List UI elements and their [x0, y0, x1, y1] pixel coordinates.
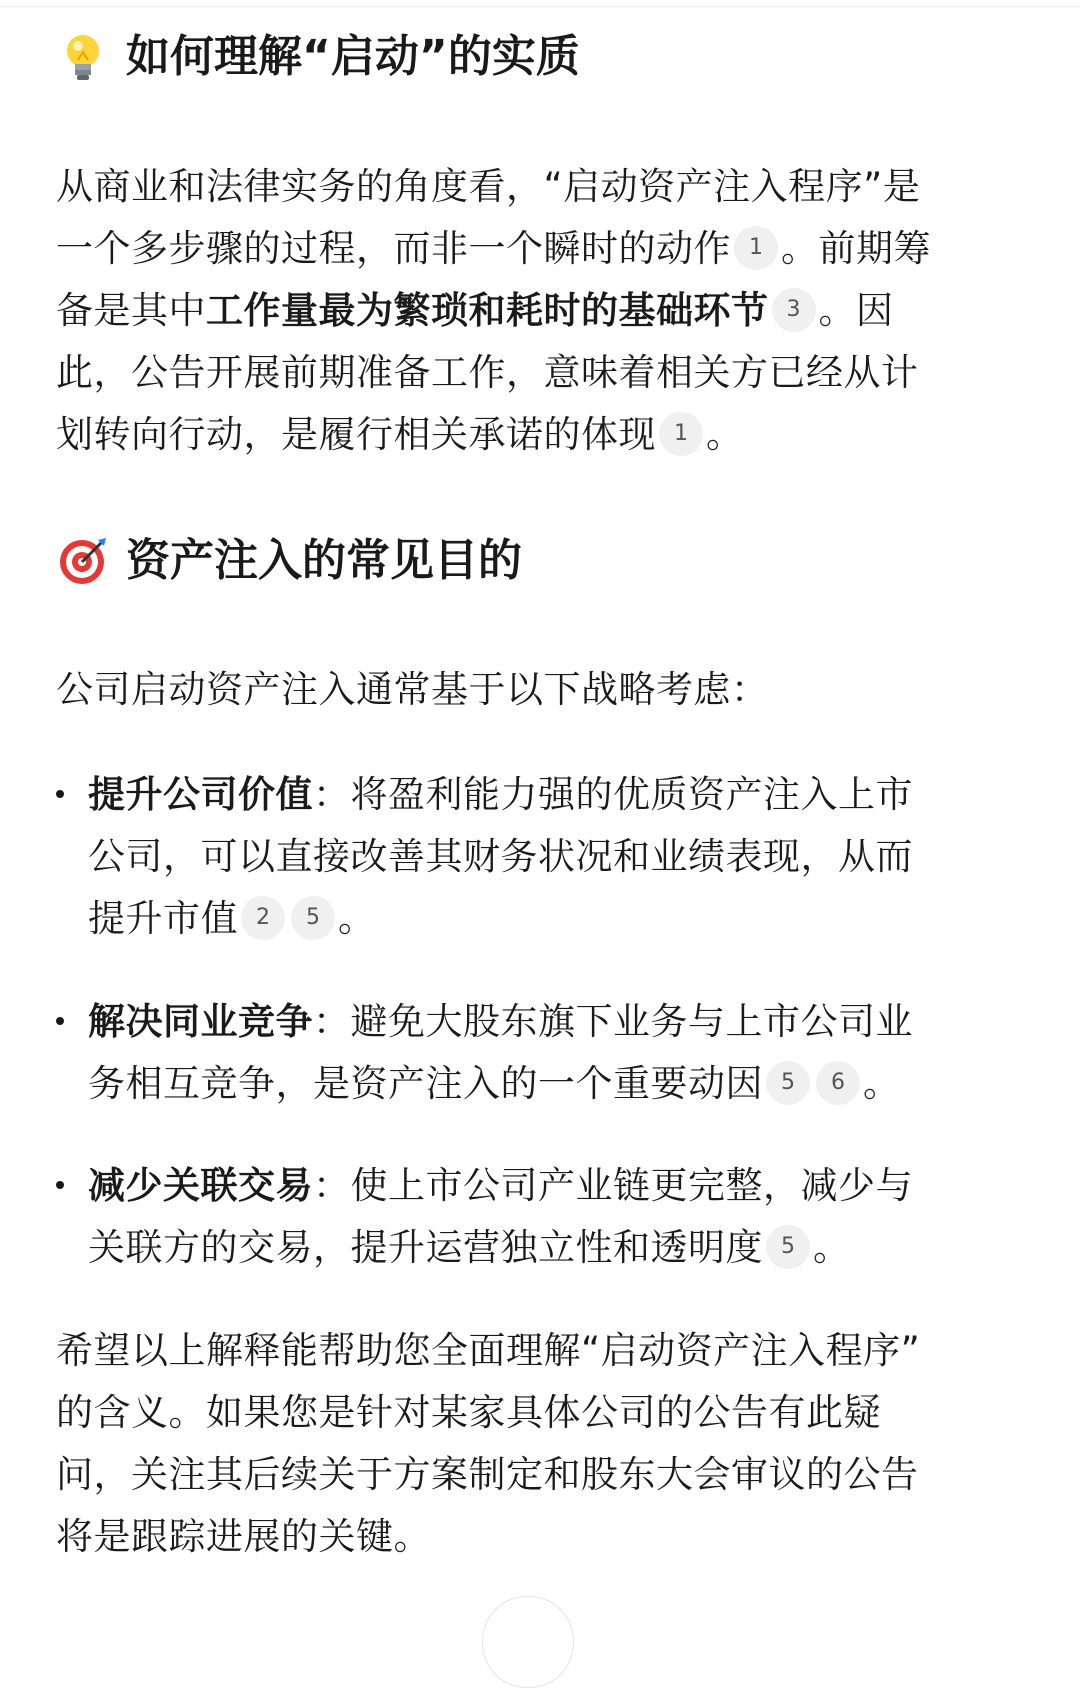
text-line: 此，公告开展前期准备工作，意味着相关方已经从计 [56, 351, 919, 394]
text-line: 务相互竞争，是资产注入的一个重要动因 [88, 1062, 763, 1105]
lightbulb-icon [56, 30, 110, 84]
bold-emphasis: 工作量最为繁琐和耗时的基础环节 [206, 289, 769, 332]
bullet-dot [56, 1017, 64, 1025]
text-line: 的含义。如果您是针对某家具体公司的公告有此疑 [56, 1391, 881, 1434]
text-line: 希望以上解释能帮助您全面理解“启动资产注入程序” [56, 1329, 921, 1372]
bullet-dot [56, 1181, 64, 1189]
citation-badge[interactable]: 5 [291, 896, 335, 940]
text-line: 备是其中 [56, 289, 206, 332]
target-icon [56, 534, 110, 588]
list-item [56, 1155, 1016, 1279]
scroll-to-bottom-button[interactable] [482, 1596, 574, 1688]
list-item [56, 991, 1016, 1115]
text-line: 。 [338, 897, 376, 940]
text-line: 一个多步骤的过程，而非一个瞬时的动作 [56, 227, 731, 270]
text-line: ：使上市公司产业链更完整，减少与 [313, 1164, 913, 1207]
citation-badge[interactable]: 3 [772, 288, 816, 332]
purposes-intro [56, 659, 996, 721]
text-line: 从商业和法律实务的角度看，“启动资产注入程序”是 [56, 165, 921, 208]
citation-badge[interactable]: 5 [766, 1225, 810, 1269]
citation-badge[interactable]: 2 [241, 896, 285, 940]
text-line: 。前期筹 [781, 227, 931, 270]
section-heading-text: 资产注入的常见目的 [126, 535, 522, 586]
top-divider [0, 6, 1080, 7]
text-line: 公司，可以直接改善其财务状况和业绩表现，从而 [88, 835, 913, 878]
citation-badge[interactable]: 6 [816, 1061, 860, 1105]
citation-badge[interactable]: 1 [659, 412, 703, 456]
text-line: 问，关注其后续关于方案制定和股东大会审议的公告 [56, 1453, 919, 1496]
section-heading-purposes [56, 531, 522, 591]
text-line: 公司启动资产注入通常基于以下战略考虑： [56, 668, 769, 711]
text-line: 。因 [818, 289, 894, 332]
bullet-title: 提升公司价值 [88, 773, 313, 816]
text-line: ：将盈利能力强的优质资产注入上市 [313, 773, 913, 816]
section-heading-text: 如何理解“启动”的实质 [126, 31, 580, 82]
text-line: 。 [863, 1062, 901, 1105]
text-line: ：避免大股东旗下业务与上市公司业 [313, 1000, 913, 1043]
list-item [56, 764, 1016, 950]
bullet-dot [56, 790, 64, 798]
text-line: 。 [706, 413, 744, 456]
closing-paragraph [56, 1320, 996, 1568]
text-line: 提升市值 [88, 897, 238, 940]
text-line: 关联方的交易，提升运营独立性和透明度 [88, 1226, 763, 1269]
section-heading-essence [56, 27, 580, 87]
bullet-title: 减少关联交易 [88, 1164, 313, 1207]
citation-badge[interactable]: 5 [766, 1061, 810, 1105]
text-line: 划转向行动，是履行相关承诺的体现 [56, 413, 656, 456]
text-line: 将是跟踪进展的关键。 [56, 1515, 431, 1558]
citation-badge[interactable]: 1 [734, 226, 778, 270]
bullet-title: 解决同业竞争 [88, 1000, 313, 1043]
text-line: 。 [813, 1226, 851, 1269]
essence-paragraph [56, 156, 996, 466]
